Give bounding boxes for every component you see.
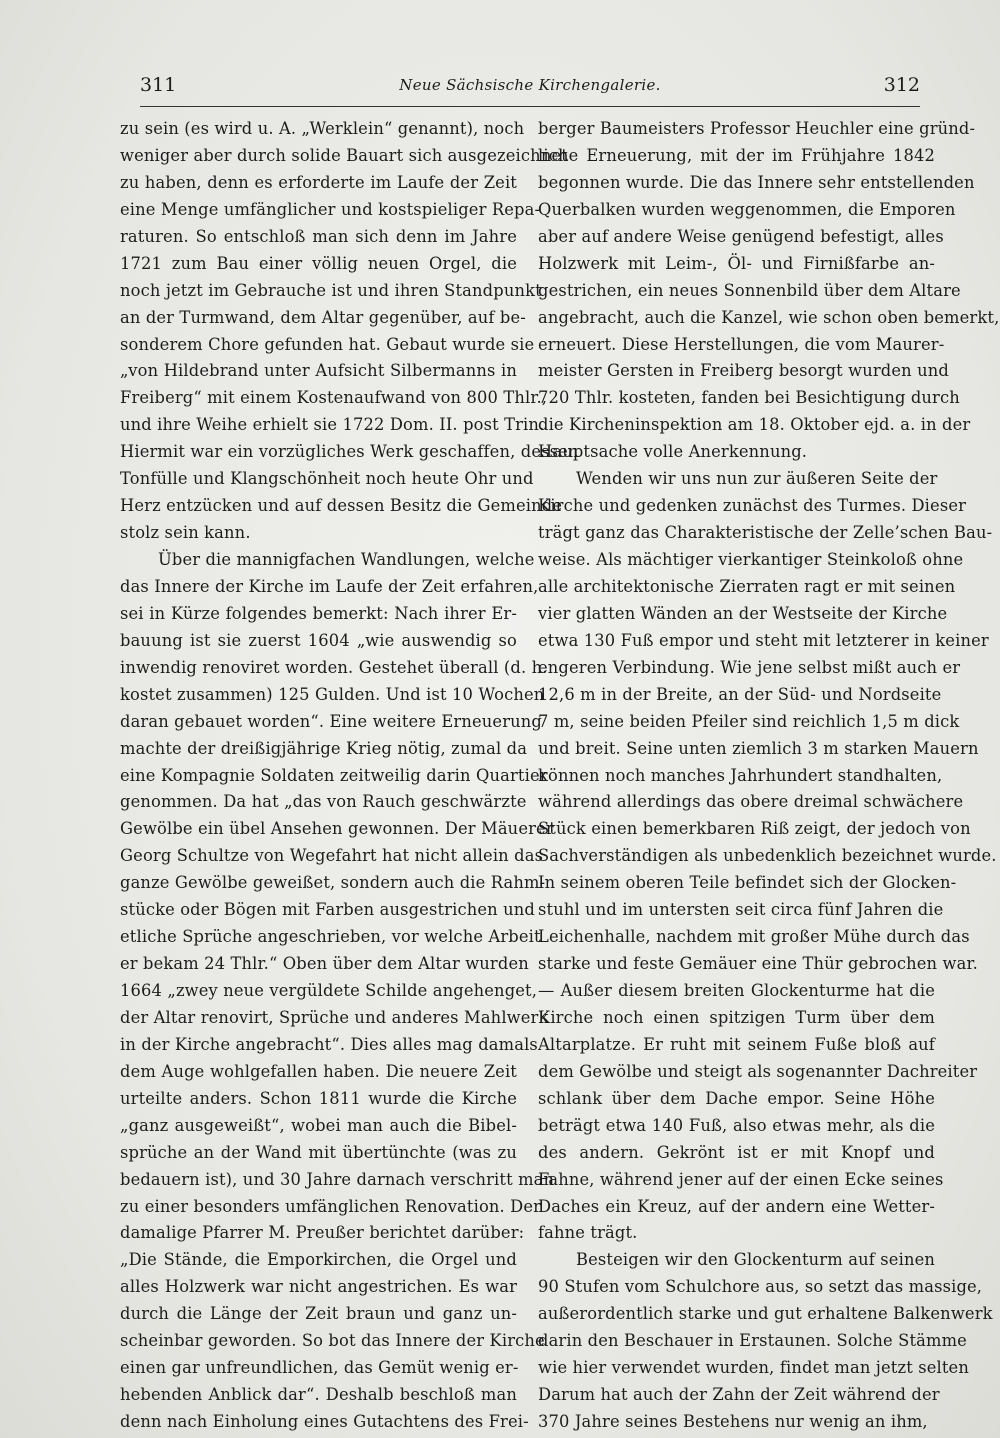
text-line: die Kircheninspektion am 18. Oktober ejd. a. in der (538, 415, 971, 435)
text-line: Leichenhalle, nachdem mit großer Mühe durch das (538, 927, 970, 947)
text-line: Tonfülle und Klangschönheit noch heute Ohr und (120, 469, 534, 489)
text-line: und ihre Weihe erhielt sie 1722 Dom. II. post Trin. (120, 415, 545, 435)
text-line: in der Kirche angebracht“. Dies alles mag damals (120, 1034, 538, 1054)
text-line: etliche Sprüche angeschrieben, vor welche Arbeit (120, 927, 541, 947)
page-header (140, 70, 920, 107)
text-line: Freiberg“ mit einem Kostenaufwand von 800 Thlr., (120, 388, 548, 408)
text-line: können noch manches Jahrhundert standhalten, (538, 765, 943, 785)
text-line: wie hier verwendet wurden, findet man jetzt selten (538, 1358, 969, 1378)
text-line: er bekam 24 Thlr.“ Oben über dem Altar wurden (120, 954, 529, 974)
text-line: durch die Länge der Zeit braun und ganz un- (120, 1304, 517, 1324)
text-line: der Altar renovirt, Sprüche und anderes Mahlwerk (120, 1007, 549, 1027)
text-line: Fahne, während jener auf der einen Ecke seines (538, 1169, 944, 1189)
text-line: Daches ein Kreuz, auf der andern eine Wetter- (538, 1196, 935, 1216)
text-line: begonnen wurde. Die das Innere sehr entstellenden (538, 172, 975, 192)
text-line: etwa 130 Fuß empor und steht mit letzterer in keiner (538, 630, 989, 650)
text-line: raturen. So entschloß man sich denn im Jahre (120, 226, 517, 246)
text-line: außerordentlich starke und gut erhaltene Balkenwerk (538, 1304, 993, 1324)
text-line: dem Auge wohlgefallen haben. Die neuere Zeit (120, 1061, 517, 1081)
text-line: Sachverständigen als unbedenklich bezeichnet wurde. (538, 846, 997, 866)
text-line: sprüche an der Wand mit übertünchte (was zu (120, 1142, 517, 1162)
text-line: Hiermit war ein vorzügliches Werk geschaffen, dessen (120, 442, 579, 462)
text-line: fahne trägt. (538, 1223, 638, 1243)
page-number-left: 311 (140, 74, 177, 96)
text-line: 720 Thlr. kosteten, fanden bei Besichtigung durch (538, 388, 960, 408)
text-line: stuhl und im untersten seit circa fünf Jahren die (538, 900, 944, 920)
text-line: In seinem oberen Teile befindet sich der Glocken- (538, 873, 957, 893)
text-line: 370 Jahre seines Bestehens nur wenig an ihm, (538, 1412, 928, 1431)
text-line: Altarplatze. Er ruht mit seinem Fuße bloß auf (538, 1034, 935, 1054)
text-line: starke und feste Gemäuer eine Thür gebrochen war. (538, 954, 978, 974)
text-line: angebracht, auch die Kanzel, wie schon oben bemerkt, (538, 307, 1000, 327)
text-line: liche Erneuerung, mit der im Frühjahre 1842 (538, 145, 935, 165)
text-line: Besteigen wir den Glockenturm auf seinen (576, 1250, 935, 1270)
text-line: berger Baumeisters Professor Heuchler eine gründ- (538, 119, 976, 138)
text-line: daran gebauet worden“. Eine weitere Erneuerung (120, 711, 542, 731)
text-line: Gewölbe ein übel Ansehen gewonnen. Der Mäuerer (120, 819, 554, 839)
text-line: Wenden wir uns nun zur äußeren Seite der (576, 469, 938, 489)
text-line: eine Kompagnie Soldaten zeitweilig darin Quartier (120, 765, 548, 785)
text-line: kostet zusammen) 125 Gulden. Und ist 10 Wochen (120, 684, 545, 704)
text-line: urteilte anders. Schon 1811 wurde die Kirche (120, 1088, 517, 1108)
text-line: stücke oder Bögen mit Farben ausgestrichen und (120, 900, 535, 920)
text-line: einen gar unfreundlichen, das Gemüt wenig er- (120, 1358, 519, 1378)
text-line: eine Menge umfänglicher und kostspieliger Repa- (120, 199, 541, 219)
text-line: — Außer diesem breiten Glockenturme hat die (538, 981, 935, 1000)
text-line: meister Gersten in Freiberg besorgt wurden und (538, 361, 949, 381)
text-line: darin den Beschauer in Erstaunen. Solche Stämme (538, 1331, 967, 1351)
text-line: 1721 zum Bau einer völlig neuen Orgel, die (120, 253, 517, 273)
text-line: vier glatten Wänden an der Westseite der Kirche (538, 603, 948, 623)
page-number-right: 312 (883, 74, 920, 96)
text-line: Über die mannigfachen Wandlungen, welche (158, 550, 535, 569)
text-line: hebenden Anblick dar“. Deshalb beschloß man (120, 1385, 517, 1405)
text-line: „Die Stände, die Emporkirchen, die Orgel und (120, 1250, 517, 1270)
text-line: 90 Stufen vom Schulchore aus, so setzt das massige, (538, 1277, 983, 1297)
text-line: scheinbar geworden. So bot das Innere der Kirche (120, 1331, 545, 1351)
text-line: schlank über dem Dache empor. Seine Höhe (538, 1088, 935, 1108)
text-line: während allerdings das obere dreimal schwächere (538, 792, 964, 812)
text-line: ganze Gewölbe geweißet, sondern auch die Rahm- (120, 873, 546, 893)
text-line: Georg Schultze von Wegefahrt hat nicht allein das (120, 846, 544, 866)
text-line: das Innere der Kirche im Laufe der Zeit erfahren, (120, 576, 539, 596)
text-line: zu sein (es wird u. A. „Werklein“ genannt), noch (120, 119, 525, 138)
text-line: beträgt etwa 140 Fuß, also etwas mehr, als die (538, 1115, 935, 1135)
text-line: erneuert. Diese Herstellungen, die vom Maurer- (538, 334, 945, 354)
text-line: noch jetzt im Gebrauche ist und ihren Standpunkt (120, 280, 542, 300)
text-line: inwendig renoviret worden. Gestehet überall (d. h. (120, 657, 548, 677)
text-line: alle architektonische Zierraten ragt er mit seinen (538, 576, 956, 596)
text-line: damalige Pfarrer M. Preußer berichtet darüber: (120, 1223, 525, 1243)
text-line: „ganz ausgeweißt“, wobei man auch die Bibel- (120, 1115, 517, 1135)
text-line: denn nach Einholung eines Gutachtens des Frei- (120, 1412, 529, 1431)
text-line: zu haben, denn es erforderte im Laufe der Zeit (120, 172, 517, 192)
text-line: Herz entzücken und auf dessen Besitz die Gemeinde (120, 496, 563, 516)
text-line: alles Holzwerk war nicht angestrichen. Es war (120, 1277, 517, 1297)
running-title: Neue Sächsische Kirchengalerie. (399, 76, 661, 94)
text-line: aber auf andere Weise genügend befestigt, alles (538, 226, 944, 246)
text-line: Stück einen bemerkbaren Riß zeigt, der jedoch von (538, 819, 971, 839)
text-line: Kirche und gedenken zunächst des Turmes. Dieser (538, 496, 967, 516)
text-line: „von Hildebrand unter Aufsicht Silbermanns in (120, 361, 517, 381)
text-line: machte der dreißigjährige Krieg nötig, zumal da (120, 738, 528, 758)
text-line: Hauptsache volle Anerkennung. (538, 442, 808, 462)
text-line: Querbalken wurden weggenommen, die Emporen (538, 199, 956, 219)
text-line: sei in Kürze folgendes bemerkt: Nach ihrer Er- (120, 603, 517, 623)
text-line: 12,6 m in der Breite, an der Süd- und Nordseite (538, 684, 942, 704)
text-line: des andern. Gekrönt ist er mit Knopf und (538, 1142, 935, 1162)
text-line: engeren Verbindung. Wie jene selbst mißt auch er (538, 657, 961, 677)
text-line: gestrichen, ein neues Sonnenbild über dem Altare (538, 280, 961, 300)
text-line: Darum hat auch der Zahn der Zeit während der (538, 1385, 940, 1405)
text-line: genommen. Da hat „das von Rauch geschwärzte (120, 792, 527, 812)
text-line: und breit. Seine unten ziemlich 3 m starken Mauern (538, 738, 979, 758)
text-line: trägt ganz das Charakteristische der Zelle’schen Bau- (538, 523, 993, 543)
text-line: dem Gewölbe und steigt als sogenannter Dachreiter (538, 1061, 978, 1081)
text-line: an der Turmwand, dem Altar gegenüber, auf be- (120, 307, 526, 327)
text-line: bauung ist sie zuerst 1604 „wie auswendig so (120, 630, 517, 650)
text-line: weniger aber durch solide Bauart sich ausgezeichnet (120, 145, 568, 165)
text-line: Holzwerk mit Leim-, Öl- und Firnißfarbe an- (538, 253, 935, 273)
text-line: weise. Als mächtiger vierkantiger Steinkoloß ohne (538, 550, 964, 569)
text-line: bedauern ist), und 30 Jahre darnach verschritt man (120, 1169, 555, 1189)
text-line: 7 m, seine beiden Pfeiler sind reichlich 1,5 m dick (538, 711, 960, 731)
text-line: 1664 „zwey neue vergüldete Schilde angehenget, (120, 981, 538, 1000)
text-line: stolz sein kann. (120, 523, 251, 543)
text-column-right (538, 116, 1000, 1436)
text-line: Kirche noch einen spitzigen Turm über dem (538, 1007, 935, 1027)
text-line: zu einer besonders umfänglichen Renovation. Der (120, 1196, 542, 1216)
text-line: sonderem Chore gefunden hat. Gebaut wurde sie (120, 334, 535, 354)
text-column-left (120, 116, 579, 1436)
